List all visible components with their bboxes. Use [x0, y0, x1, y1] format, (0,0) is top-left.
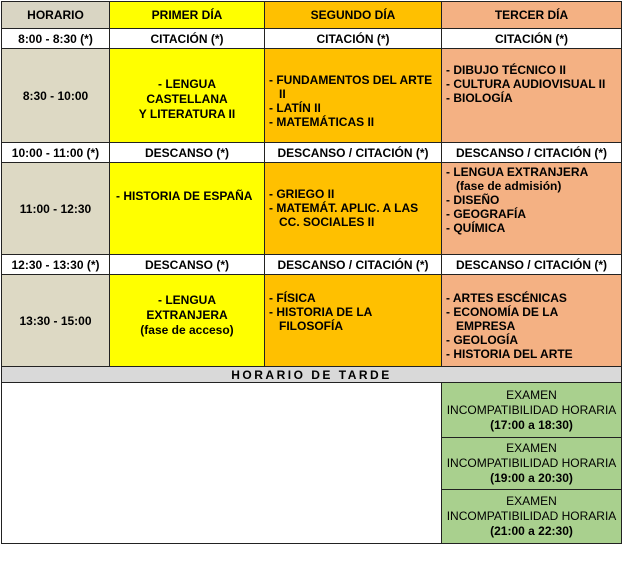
tarde-row-1: [2, 383, 622, 438]
row-slot-1100: [2, 163, 622, 255]
tarde-blank-area: [2, 383, 442, 544]
day1-cell: [110, 163, 265, 255]
exam-slot: EXAMEN INCOMPATIBILIDAD HORARIA (21:00 a 22:30): [442, 490, 622, 544]
header-day1: PRIMER DÍA: [110, 2, 265, 29]
day3-cell: [442, 163, 622, 255]
time-slot: 11:00 - 12:30: [2, 163, 110, 255]
day2-cell: [265, 275, 442, 367]
day1-cell: [110, 49, 265, 143]
row-descanso-2: [2, 255, 622, 275]
day2-cell: [265, 163, 442, 255]
subject-item: - HISTORIA DE LA FILOSOFÍA: [269, 305, 372, 333]
subject-item: - GRIEGO II: [269, 187, 335, 201]
subject-item: - CULTURA AUDIOVISUAL II: [446, 77, 606, 91]
day1-cell: DESCANSO (*): [110, 255, 265, 275]
tarde-header-row: [2, 367, 622, 383]
subject-item: - QUÍMICA: [446, 221, 506, 235]
subject-item: - GEOGRAFÍA: [446, 207, 527, 221]
time-slot: 8:30 - 10:00: [2, 49, 110, 143]
header-day3: TERCER DÍA: [442, 2, 622, 29]
subject-line: - LENGUA EXTRANJERA: [146, 293, 228, 322]
subject-item: - FUNDAMENTOS DEL ARTE II: [269, 73, 433, 101]
exam-schedule-table: [1, 1, 622, 544]
tarde-label: HORARIO DE TARDE: [2, 367, 622, 383]
header-day2: SEGUNDO DÍA: [265, 2, 442, 29]
time-slot: 13:30 - 15:00: [2, 275, 110, 367]
row-slot-1330: [2, 275, 622, 367]
header-row: [2, 2, 622, 29]
subject-item: - DIBUJO TÉCNICO II: [446, 63, 567, 77]
subject-item: - GEOLOGÍA: [446, 333, 519, 347]
day1-cell: [110, 275, 265, 367]
header-time: HORARIO: [2, 2, 110, 29]
day3-cell: DESCANSO / CITACIÓN (*): [442, 143, 622, 163]
subject-item: - DISEÑO: [446, 193, 500, 207]
day2-cell: DESCANSO / CITACIÓN (*): [265, 143, 442, 163]
day2-cell: CITACIÓN (*): [265, 29, 442, 49]
subject-item: - FÍSICA: [269, 291, 316, 305]
subject-item: - LENGUA EXTRANJERA (fase de admisión): [446, 165, 588, 193]
day1-cell: DESCANSO (*): [110, 143, 265, 163]
subject-line: (fase de acceso): [140, 323, 234, 337]
time-slot: 10:00 - 11:00 (*): [2, 143, 110, 163]
time-slot: 8:00 - 8:30 (*): [2, 29, 110, 49]
row-slot-830: [2, 49, 622, 143]
row-descanso-1: [2, 143, 622, 163]
day2-cell: DESCANSO / CITACIÓN (*): [265, 255, 442, 275]
subject-line: - LENGUA CASTELLANA: [146, 77, 228, 106]
subject-item: - HISTORIA DEL ARTE: [446, 347, 573, 361]
day3-cell: CITACIÓN (*): [442, 29, 622, 49]
subject-item: - ECONOMÍA DE LA EMPRESA: [446, 305, 558, 333]
exam-slot: EXAMEN INCOMPATIBILIDAD HORARIA (19:00 a 20:30): [442, 438, 622, 490]
subject-item: - LATÍN II: [269, 101, 321, 115]
day3-cell: [442, 275, 622, 367]
exam-slot: EXAMEN INCOMPATIBILIDAD HORARIA (17:00 a 18:30): [442, 383, 622, 438]
day3-cell: [442, 49, 622, 143]
subject-item: - MATEMÁT. APLIC. A LAS CC. SOCIALES II: [269, 201, 419, 229]
row-citacion: [2, 29, 622, 49]
subject-item: - BIOLOGÍA: [446, 91, 513, 105]
day1-cell: CITACIÓN (*): [110, 29, 265, 49]
time-slot: 12:30 - 13:30 (*): [2, 255, 110, 275]
subject-line: - HISTORIA DE ESPAÑA: [116, 189, 253, 203]
day2-cell: [265, 49, 442, 143]
subject-item: - MATEMÁTICAS II: [269, 115, 375, 129]
subject-line: Y LITERATURA II: [138, 107, 236, 121]
subject-item: - ARTES ESCÉNICAS: [446, 291, 567, 305]
day3-cell: DESCANSO / CITACIÓN (*): [442, 255, 622, 275]
